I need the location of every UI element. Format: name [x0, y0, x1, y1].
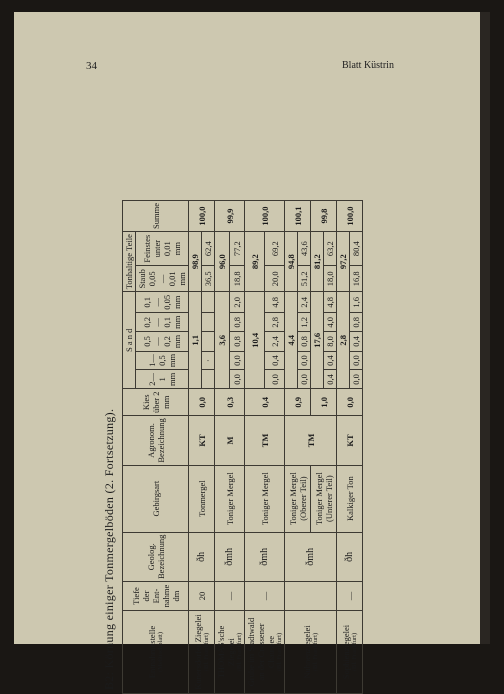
cell-depth: 20	[189, 582, 215, 611]
cell-feinstes: 77,2	[230, 232, 245, 266]
cell-s2: 0,0	[298, 351, 311, 370]
cell-sum: 100,0	[189, 201, 215, 232]
cell-s5: 1,6	[350, 292, 363, 313]
cell-sand-total: 1,1	[189, 292, 202, 389]
cell-feinstes: 43,6	[298, 232, 311, 266]
cell-kies: 1,0	[311, 389, 337, 416]
cell-depth: —	[215, 582, 245, 611]
cell-feinstes: 80,4	[350, 232, 363, 266]
cell-geol: ðmh	[285, 532, 337, 581]
cell-s5	[202, 292, 215, 313]
cell-sand-total: 4,4	[285, 292, 298, 389]
col-agronom: Agronom. Bezeichnung	[123, 416, 189, 465]
col-staub: Staub 0,05— 0,01 mm	[136, 266, 189, 292]
cell-sum: 99,8	[311, 201, 337, 232]
cell-staub: 51,2	[298, 266, 311, 292]
cell-sand-total: 10,4	[245, 292, 265, 389]
cell-s1: 0,4	[324, 370, 337, 389]
cell-rock: Toniger Mergel (Oberer Teil)	[285, 465, 311, 532]
cell-s1: 0,0	[230, 370, 245, 389]
cell-ton-total: 97,2	[337, 232, 350, 292]
cell-s1: 0,0	[265, 370, 285, 389]
cell-s3: 0,8	[230, 332, 245, 351]
cell-feinstes: 62,4	[202, 232, 215, 266]
cell-staub: 36,5	[202, 266, 215, 292]
cell-s2: 0,0	[350, 351, 363, 370]
table-row	[245, 201, 265, 694]
cell-s5: 4,8	[324, 292, 337, 313]
cell-s1: 0,0	[350, 370, 363, 389]
cell-kies: 0,9	[285, 389, 311, 416]
cell-ton-total: 96,0	[215, 232, 230, 292]
cell-rock: Toniger Mergel	[215, 465, 245, 532]
cell-s2: 0,4	[265, 351, 285, 370]
col-s3: 0,5— 0,2 mm	[136, 332, 189, 351]
col-geolog: Geolog. Bezeichnung	[123, 532, 189, 581]
cell-s1	[202, 370, 215, 389]
cell-staub: 20,0	[265, 266, 285, 292]
cell-agr: TM	[285, 416, 337, 465]
cell-s4: 1,2	[298, 313, 311, 332]
cell-s4: 0,8	[350, 313, 363, 332]
col-s2: 1—0,5 mm	[136, 351, 189, 370]
cell-s5: 2,4	[298, 292, 311, 313]
cell-agr: KT	[337, 416, 363, 465]
cell-s3	[202, 332, 215, 351]
col-ton: Tonhaltige Teile	[123, 232, 136, 292]
cell-feinstes: 63,2	[324, 232, 337, 266]
cell-kies: 0,3	[215, 389, 245, 416]
cell-place: Sophienziegelei (Bl. Frankfurt)	[337, 611, 363, 694]
cell-agr: TM	[245, 416, 285, 465]
cell-kies: 0,0	[189, 389, 215, 416]
cell-s2: ·	[202, 351, 215, 370]
cell-staub: 18,0	[324, 266, 337, 292]
cell-ton-total: 94,8	[285, 232, 298, 292]
cell-depth: —	[245, 582, 285, 611]
cell-rock: Tonmergel	[189, 465, 215, 532]
col-gebirgsart: Gebirgsart	[123, 465, 189, 532]
cell-s3: 0,8	[298, 332, 311, 351]
cell-s3: 0,4	[350, 332, 363, 351]
table-row	[285, 201, 298, 694]
sheet-header: Blatt Küstrin	[342, 60, 394, 71]
cell-feinstes: 69,2	[265, 232, 285, 266]
cell-s3: 2,4	[265, 332, 285, 351]
cell-geol: ðh	[337, 532, 363, 581]
cell-staub: 16,8	[350, 266, 363, 292]
cell-sum: 99,9	[215, 201, 245, 232]
cell-ton-total: 89,2	[245, 232, 265, 292]
col-entnahmestelle: Entnahmestelle (Meßtischblatt)	[123, 611, 189, 694]
cell-sum: 100,0	[337, 201, 363, 232]
cell-s2: 0,0	[230, 351, 245, 370]
table-row	[337, 201, 350, 694]
cell-s4: 4,0	[324, 313, 337, 332]
cell-place: Kunersdorfer Ziegelei (Bl. Frankfurt)	[189, 611, 215, 694]
cell-place: THOMAS'sche Ziegelei (Bl. Frankfurt)	[215, 611, 245, 694]
cell-geol: ðmh	[245, 532, 285, 581]
grain-size-table	[122, 200, 363, 694]
cell-kies: 0,4	[245, 389, 285, 416]
col-s1: 2—1 mm	[136, 370, 189, 389]
cell-place: Nuhnenziegelei (Bl. Frankfurt)	[285, 611, 337, 694]
cell-sand-total: 3,6	[215, 292, 230, 389]
table-row	[215, 201, 230, 694]
col-kies: Kies über 2 mm	[123, 389, 189, 416]
cell-ton-total: 81,2	[311, 232, 324, 292]
col-tiefe: Tiefe der Ent- nahme dm	[123, 582, 189, 611]
cell-depth	[285, 582, 337, 611]
col-s4: 0,2— 0,1 mm	[136, 313, 189, 332]
cell-geol: ðmh	[215, 532, 245, 581]
cell-sum: 100,1	[285, 201, 311, 232]
cell-s5: 4,8	[265, 292, 285, 313]
cell-s4: 0,8	[230, 313, 245, 332]
cell-depth: —	[337, 582, 363, 611]
table-row	[189, 201, 202, 694]
cell-s2: 0,4	[324, 351, 337, 370]
cell-staub: 18,8	[230, 266, 245, 292]
page-edge	[480, 12, 490, 644]
col-s5: 0,1— 0,05 mm	[136, 292, 189, 313]
col-feinstes: Feinstes unter 0,01 mm	[136, 232, 189, 266]
cell-s1: 0,0	[298, 370, 311, 389]
table-caption: B2: Körnung einiger Tonmergelböden (2. Fortsetzung).	[102, 408, 116, 690]
cell-ton-total: 98,9	[189, 232, 202, 292]
rotated-table-block	[100, 80, 460, 694]
cell-sum: 100,0	[245, 201, 285, 232]
cell-s3: 8,0	[324, 332, 337, 351]
cell-rock: Kalkiger Ton	[337, 465, 363, 532]
cell-s5: 2,0	[230, 292, 245, 313]
cell-s4: 2,8	[265, 313, 285, 332]
cell-s4	[202, 313, 215, 332]
cell-rock: Toniger Mergel (Unterer Teil)	[311, 465, 337, 532]
cell-place: Grube im Stadtwald an der Crossener Chaussee (Bl. Frankfurt)	[245, 611, 285, 694]
cell-sand-total: 17,6	[311, 292, 324, 389]
cell-sand-total: 2,8	[337, 292, 350, 389]
cell-kies: 0,0	[337, 389, 363, 416]
col-sand: S a n d	[123, 292, 136, 389]
cell-geol: ðh	[189, 532, 215, 581]
cell-agr: M	[215, 416, 245, 465]
cell-rock: Toniger Mergel	[245, 465, 285, 532]
page-number: 34	[86, 60, 97, 72]
cell-agr: KT	[189, 416, 215, 465]
col-summe: Summe	[123, 201, 189, 232]
